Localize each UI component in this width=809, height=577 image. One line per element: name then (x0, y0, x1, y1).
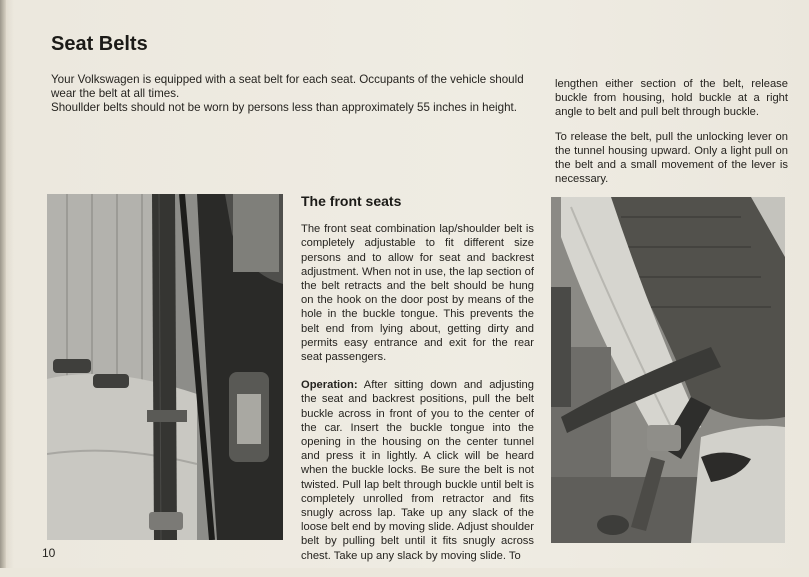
operation-label: Operation: (301, 379, 358, 392)
page-binding-edge (0, 0, 6, 568)
operation-text: After sitting down and adjusting the seat and backrest positions, pull the belt buckle across in front of you to the center of the car. Insert the buckle tongue into the opening in the housing on the center tunnel and press it in lightly. A click will be heard when the buckle locks. Be sure the belt is not twisted. Pull lap belt through buckle until belt is completely unrolled from retractor and fits snugly across lap. Take up any slack of the loose belt end by moving slide. Adjust shoulder belt by pulling belt until it fits snugly across chest. Take up any slack by moving slide. To (301, 379, 534, 562)
intro-line-1: Your Volkswagen is equipped with a seat belt for each seat. Occupants of the vehicle should wear the belt at all times. (51, 73, 524, 100)
door-post-belt-photo (47, 194, 283, 540)
belt-lengthen-paragraph: lengthen either section of the belt, release buckle from housing, hold buckle at a right angle to belt and pull belt through buckle. (555, 78, 788, 119)
front-seats-heading: The front seats (301, 193, 402, 209)
front-seats-section (301, 194, 534, 577)
buckle-housing-photo (551, 197, 785, 543)
intro-text (51, 73, 541, 115)
right-column-text (555, 77, 788, 196)
page-title: Seat Belts (51, 33, 148, 55)
buckle-housing-illustration (551, 197, 785, 543)
belt-release-paragraph: To release the belt, pull the unlocking lever on the tunnel housing upward. Only a light pull on the belt and a small movement of the lever is necessary. (555, 130, 788, 186)
operation-paragraph (301, 378, 534, 563)
page-number: 10 (42, 546, 56, 560)
intro-line-2: Shoullder belts should not be worn by persons less than approximately 55 inches in height. (51, 101, 517, 114)
front-seats-paragraph: The front seat combination lap/shoulder belt is completely adjustable to fit different size persons and to allow for seat and backrest adjustment. When not in use, the lap section of the belt retracts and the belt should be hung on the hook on the door post by means of the hole in the buckle tongue. This prevents the belt end from lying about, getting dirty and permits easy entrance and exit for the rear seat passengers. (301, 223, 534, 364)
door-post-belt-illustration (47, 194, 283, 540)
